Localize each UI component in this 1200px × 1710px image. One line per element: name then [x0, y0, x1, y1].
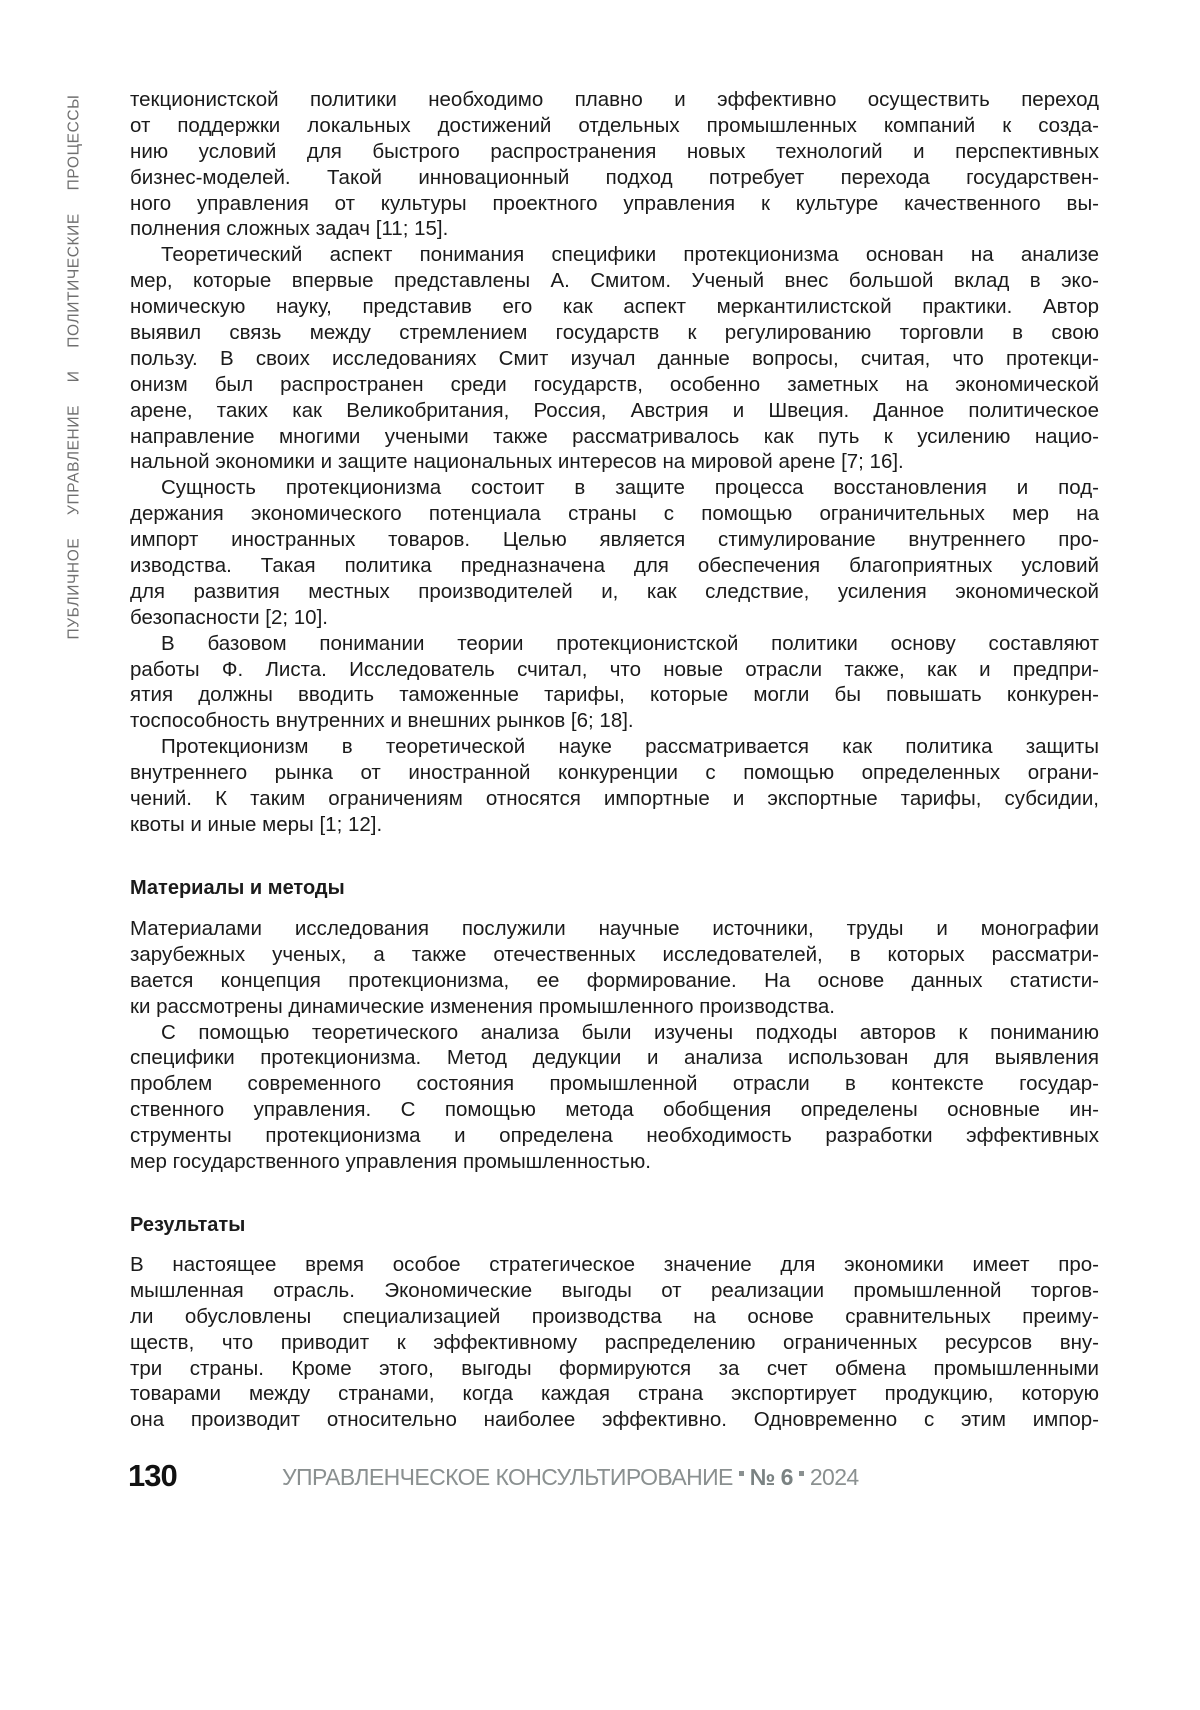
text-line: Сущность протекционизма состоит в защите процесса восстановления и под-	[130, 475, 1099, 501]
text-line: безопасности [2; 10].	[130, 605, 1099, 631]
text-line: полнения сложных задач [11; 15].	[130, 216, 1099, 242]
text-line: она производит относительно наиболее эффективно. Одновременно с этим импор-	[130, 1407, 1099, 1433]
text-line: арене, таких как Великобритания, Россия, Австрия и Швеция. Данное политическое	[130, 398, 1099, 424]
text-line: мер государственного управления промышленностью.	[130, 1149, 1099, 1175]
text-line: С помощью теоретического анализа были изучены подходы авторов к пониманию	[130, 1020, 1099, 1046]
paragraph	[130, 1252, 1099, 1433]
text-line: тоспособность внутренних и внешних рынков [6; 18].	[130, 708, 1099, 734]
text-line: внутреннего рынка от иностранной конкуренции с помощью определенных ограни-	[130, 760, 1099, 786]
text-line: изводства. Такая политика предназначена для обеспечения благоприятных условий	[130, 553, 1099, 579]
text-line: проблем современного состояния промышленной отрасли в контексте государ-	[130, 1071, 1099, 1097]
text-line: В настоящее время особое стратегическое значение для экономики имеет про-	[130, 1252, 1099, 1278]
text-line: нию условий для быстрого распространения новых технологий и перспективных	[130, 139, 1099, 165]
text-line: номическую науку, представив его как аспект меркантилистской практики. Автор	[130, 294, 1099, 320]
text-line: держания экономического потенциала страны с помощью ограничительных мер на	[130, 501, 1099, 527]
section-body	[130, 87, 1099, 838]
text-line: направление многими учеными также рассматривалось как путь к усилению нацио-	[130, 424, 1099, 450]
text-line: Протекционизм в теоретической науке рассматривается как политика защиты	[130, 734, 1099, 760]
running-side-header: ПУБЛИЧНОЕ УПРАВЛЕНИЕ И ПОЛИТИЧЕСКИЕ ПРОЦЕССЫ	[64, 95, 86, 640]
paragraph	[130, 916, 1099, 1020]
text-line: бизнес-моделей. Такой инновационный подход потребует перехода государствен-	[130, 165, 1099, 191]
text-line: товарами между странами, когда каждая страна экспортирует продукцию, которую	[130, 1381, 1099, 1407]
text-line: вается концепция протекционизма, ее формирование. На основе данных статисти-	[130, 968, 1099, 994]
text-line: три страны. Кроме этого, выгоды формируются за счет обмена промышленными	[130, 1356, 1099, 1382]
text-line: пользу. В своих исследованиях Смит изучал данные вопросы, считая, что протекци-	[130, 346, 1099, 372]
text-line: нальной экономики и защите национальных интересов на мировой арене [7; 16].	[130, 449, 1099, 475]
text-line: онизм был распространен среди государств, особенно заметных на экономической	[130, 372, 1099, 398]
text-line: ки рассмотрены динамические изменения промышленного производства.	[130, 994, 1099, 1020]
journal-footer	[282, 1464, 859, 1491]
section-body	[130, 916, 1099, 1175]
section-body	[130, 1252, 1099, 1433]
text-line: чений. К таким ограничениям относятся импортные и экспортные тарифы, субсидии,	[130, 786, 1099, 812]
text-line: специфики протекционизма. Метод дедукции и анализа использован для выявления	[130, 1045, 1099, 1071]
text-line: ществ, что приводит к эффективному распределению ограниченных ресурсов вну-	[130, 1330, 1099, 1356]
page-number: 130	[128, 1458, 177, 1494]
issue-number: № 6	[750, 1464, 793, 1490]
year: 2024	[810, 1464, 859, 1490]
text-line: ственного управления. С помощью метода обобщения определены основные ин-	[130, 1097, 1099, 1123]
text-line: ли обусловлены специализацией производства на основе сравнительных преиму-	[130, 1304, 1099, 1330]
paragraph	[130, 87, 1099, 242]
text-line: ятия должны вводить таможенные тарифы, которые могли бы повышать конкурен-	[130, 682, 1099, 708]
paragraph	[130, 1020, 1099, 1175]
text-line: мер, которые впервые представлены А. Смитом. Ученый внес большой вклад в эко-	[130, 268, 1099, 294]
paragraph	[130, 475, 1099, 630]
separator-dot	[739, 1471, 744, 1476]
section-heading: Результаты	[130, 1212, 245, 1238]
text-line: от поддержки локальных достижений отдельных промышленных компаний к созда-	[130, 113, 1099, 139]
text-line: импорт иностранных товаров. Целью является стимулирование внутреннего про-	[130, 527, 1099, 553]
section-heading: Материалы и методы	[130, 875, 345, 901]
text-line: В базовом понимании теории протекционистской политики основу составляют	[130, 631, 1099, 657]
separator-dot	[799, 1471, 804, 1476]
text-line: Теоретический аспект понимания специфики протекционизма основан на анализе	[130, 242, 1099, 268]
paragraph	[130, 631, 1099, 735]
text-line: мышленная отрасль. Экономические выгоды от реализации промышленной торгов-	[130, 1278, 1099, 1304]
text-line: струменты протекционизма и определена необходимость разработки эффективных	[130, 1123, 1099, 1149]
text-line: ного управления от культуры проектного управления к культуре качественного вы-	[130, 191, 1099, 217]
text-line: выявил связь между стремлением государств к регулированию торговли в свою	[130, 320, 1099, 346]
text-line: Материалами исследования послужили научные источники, труды и монографии	[130, 916, 1099, 942]
text-line: квоты и иные меры [1; 12].	[130, 812, 1099, 838]
paragraph	[130, 242, 1099, 475]
text-line: зарубежных ученых, а также отечественных исследователей, в которых рассматри-	[130, 942, 1099, 968]
text-line: для развития местных производителей и, как следствие, усиления экономической	[130, 579, 1099, 605]
paragraph	[130, 734, 1099, 838]
text-line: работы Ф. Листа. Исследователь считал, что новые отрасли также, как и предпри-	[130, 657, 1099, 683]
journal-title: УПРАВЛЕНЧЕСКОЕ КОНСУЛЬТИРОВАНИЕ	[282, 1464, 733, 1490]
text-line: текционистской политики необходимо плавно и эффективно осуществить переход	[130, 87, 1099, 113]
